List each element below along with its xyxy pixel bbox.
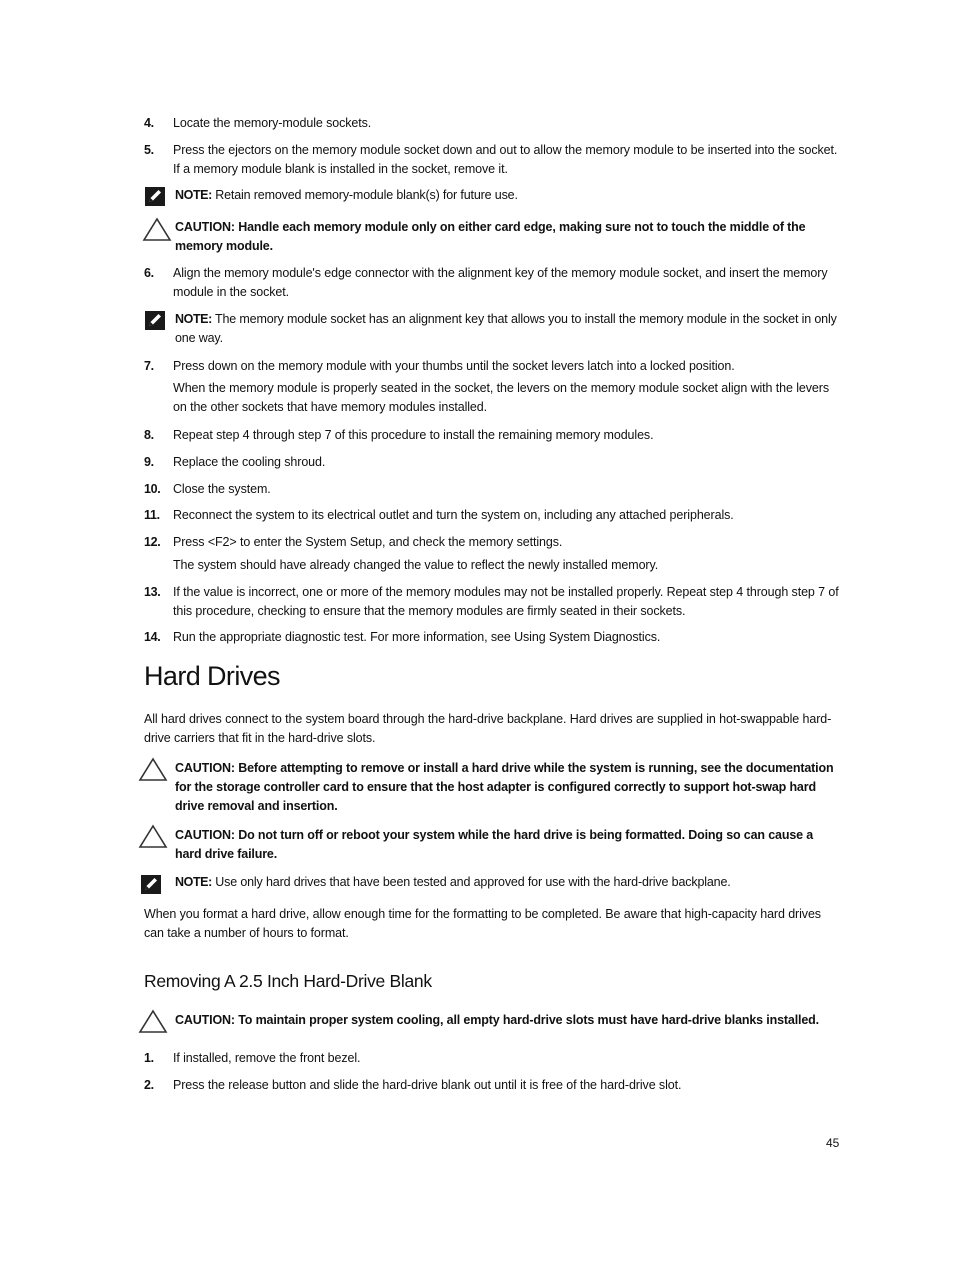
note-notice	[175, 186, 841, 205]
step-subtext: The system should have already changed the value to reflect the newly installed memory.	[173, 558, 659, 572]
format-paragraph: When you format a hard drive, allow enough time for the formatting to be completed. Be aware that high-capacity hard drives can take a number of hours to format.	[144, 907, 821, 940]
step-text: Close the system.	[173, 482, 271, 496]
step-text: Align the memory module's edge connector with the alignment key of the memory module socket, and insert the memory module in the socket.	[173, 266, 828, 299]
step-number: 14.	[144, 630, 161, 644]
caution-triangle-icon	[138, 1009, 168, 1034]
step-number: 1.	[144, 1051, 154, 1065]
step-number: 10.	[144, 482, 161, 496]
caution-notice: CAUTION: Before attempting to remove or install a hard drive while the system is running, see the documentation for the storage controller card to ensure that the host adapter is configured correctly to support hot-swap hard drive removal and insertion.	[175, 761, 834, 813]
subsection-heading-removing-blank: Removing A 2.5 Inch Hard-Drive Blank	[144, 971, 432, 991]
hard-drives-intro: All hard drives connect to the system board through the hard-drive backplane. Hard drives are supplied in hot-swappable hard-drive carriers that fit in the hard-drive slots.	[144, 712, 832, 745]
caution-triangle-icon	[138, 757, 168, 782]
step-number: 4.	[144, 116, 154, 130]
note-label: NOTE:	[175, 875, 212, 889]
step-text: If installed, remove the front bezel.	[173, 1051, 361, 1065]
step-number: 13.	[144, 585, 161, 599]
section-heading-hard-drives: Hard Drives	[144, 661, 280, 691]
note-pencil-icon	[144, 310, 166, 331]
step-text: Locate the memory-module sockets.	[173, 116, 372, 130]
step-number: 8.	[144, 428, 154, 442]
step-text: Press the release button and slide the hard-drive blank out until it is free of the hard-drive slot.	[173, 1078, 682, 1092]
caution-notice: CAUTION: To maintain proper system cooling, all empty hard-drive slots must have hard-drive blanks installed.	[175, 1013, 819, 1027]
step-text: Repeat step 4 through step 7 of this procedure to install the remaining memory modules.	[173, 428, 654, 442]
page-number: 45	[826, 1136, 840, 1150]
step-number: 12.	[144, 535, 161, 549]
note-label: NOTE:	[175, 312, 212, 326]
caution-notice: CAUTION: Do not turn off or reboot your system while the hard drive is being formatted. Doing so can cause a hard drive failure.	[175, 828, 814, 861]
caution-notice: CAUTION: Handle each memory module only on either card edge, making sure not to touch the middle of the memory module.	[175, 220, 806, 253]
step-text: Reconnect the system to its electrical outlet and turn the system on, including any attached peripherals.	[173, 508, 734, 522]
step-text: Press down on the memory module with your thumbs until the socket levers latch into a locked position.	[173, 359, 735, 373]
note-notice	[175, 310, 841, 348]
step-number: 11.	[144, 508, 160, 522]
note-text: Use only hard drives that have been tested and approved for use with the hard-drive backplane.	[211, 875, 731, 889]
step-number: 6.	[144, 266, 154, 280]
note-text: Retain removed memory-module blank(s) for future use.	[211, 188, 518, 202]
step-text: Replace the cooling shroud.	[173, 455, 326, 469]
step-subtext: When the memory module is properly seated in the socket, the levers on the memory module socket align with the levers on the other sockets that have memory modules installed.	[173, 381, 829, 414]
step-number: 5.	[144, 143, 154, 157]
caution-triangle-icon	[142, 217, 172, 242]
step-number: 9.	[144, 455, 154, 469]
note-pencil-icon	[144, 186, 166, 207]
note-pencil-icon	[140, 874, 162, 895]
note-notice	[175, 873, 841, 892]
step-number: 2.	[144, 1078, 154, 1092]
step-number: 7.	[144, 359, 154, 373]
step-text: Press <F2> to enter the System Setup, and check the memory settings.	[173, 535, 563, 549]
note-label: NOTE:	[175, 188, 212, 202]
step-text: If the value is incorrect, one or more of the memory modules may not be installed properly. Repeat step 4 through step 7 of this procedure, checking to ensure that the memory modules are firmly seated in their sockets.	[173, 585, 839, 618]
step-text: Press the ejectors on the memory module socket down and out to allow the memory module to be inserted into the socket. If a memory module blank is installed in the socket, remove it.	[173, 143, 838, 176]
step-text: Run the appropriate diagnostic test. For more information, see Using System Diagnostics.	[173, 630, 661, 644]
caution-triangle-icon	[138, 824, 168, 849]
note-text: The memory module socket has an alignment key that allows you to install the memory module in the socket in only one way.	[175, 312, 837, 345]
